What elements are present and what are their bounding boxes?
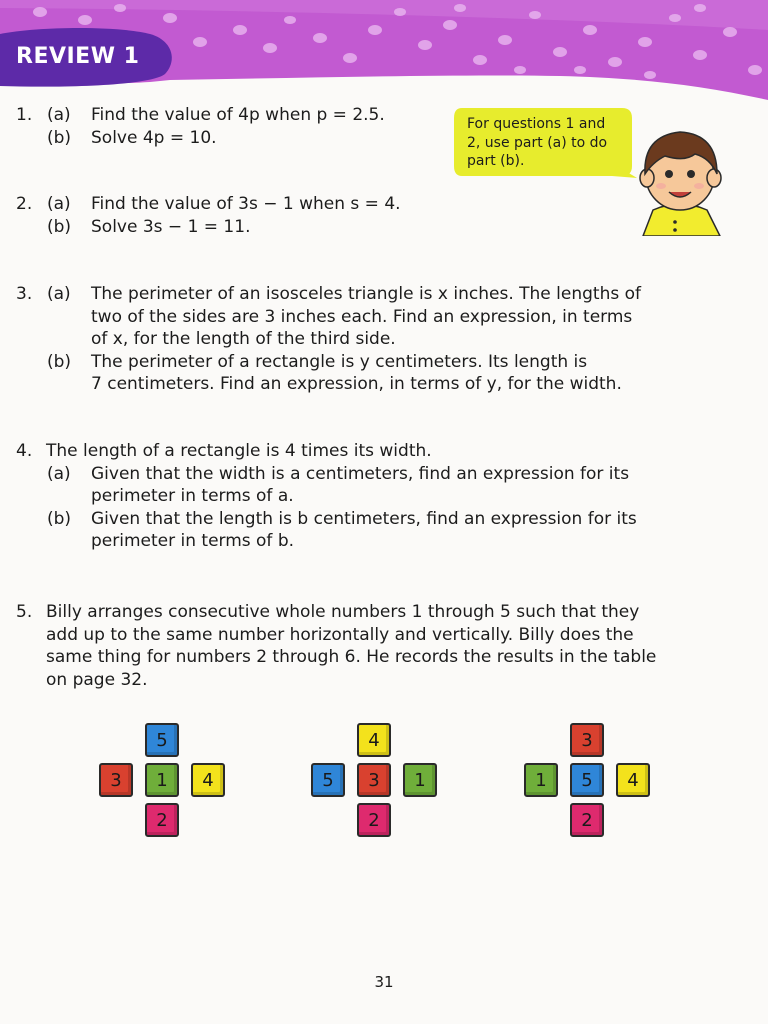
question-text: The perimeter of an isosceles triangle is x inches. The lengths of — [91, 284, 641, 304]
tile-right: 1 — [403, 763, 437, 797]
question-text: Find the value of 4p when p = 2.5. — [91, 105, 385, 125]
tile-right: 4 — [616, 763, 650, 797]
speech-bubble-text: For questions 1 and 2, use part (a) to do part (b). — [467, 116, 608, 169]
question-1 — [16, 104, 446, 149]
part-label: (a) — [47, 463, 71, 484]
question-number: 4. — [16, 441, 33, 461]
part-label: (a) — [47, 284, 71, 304]
tile-top: 4 — [357, 723, 391, 757]
question-text: Solve 3s − 1 = 11. — [91, 216, 251, 237]
question-text: Solve 4p = 10. — [91, 127, 217, 148]
part-label: (a) — [47, 105, 71, 125]
tile-center: 1 — [145, 763, 179, 797]
part-label: (b) — [47, 351, 72, 372]
part-label: (a) — [47, 194, 71, 214]
question-text: The length of a rectangle is 4 times its width. — [46, 441, 432, 461]
number-cross-1 — [97, 723, 257, 843]
number-cross-3 — [522, 723, 682, 843]
tile-center: 5 — [570, 763, 604, 797]
page-title: REVIEW 1 — [16, 44, 140, 69]
number-cross-2 — [311, 723, 471, 843]
question-5 — [16, 601, 736, 691]
part-label: (b) — [47, 508, 72, 529]
question-text: same thing for numbers 2 through 6. He records the results in the table — [46, 647, 657, 667]
question-text: Find the value of 3s − 1 when s = 4. — [91, 194, 401, 214]
question-number: 1. — [16, 105, 33, 125]
boy-illustration — [625, 118, 735, 236]
question-text: two of the sides are 3 inches each. Find an expression, in terms — [91, 306, 633, 327]
tile-top: 5 — [145, 723, 179, 757]
tile-right: 4 — [191, 763, 225, 797]
question-number: 5. — [16, 602, 33, 622]
question-2 — [16, 193, 446, 238]
tile-left: 1 — [524, 763, 558, 797]
tile-top: 3 — [570, 723, 604, 757]
question-3 — [16, 283, 716, 396]
tile-left: 3 — [99, 763, 133, 797]
question-number: 2. — [16, 194, 33, 214]
tile-bottom: 2 — [570, 803, 604, 837]
question-text: on page 32. — [46, 669, 148, 690]
question-text: perimeter in terms of a. — [91, 486, 294, 506]
part-label: (b) — [47, 216, 72, 237]
tile-center: 3 — [357, 763, 391, 797]
question-text: Billy arranges consecutive whole numbers 1 through 5 such that they — [46, 602, 640, 622]
question-text: perimeter in terms of b. — [91, 531, 295, 551]
tile-bottom: 2 — [357, 803, 391, 837]
question-text: 7 centimeters. Find an expression, in terms of y, for the width. — [91, 374, 622, 394]
tile-left: 5 — [311, 763, 345, 797]
question-text: Given that the length is b centimeters, find an expression for its — [91, 508, 637, 529]
question-4 — [16, 440, 716, 553]
question-text: add up to the same number horizontally and vertically. Billy does the — [46, 624, 634, 645]
page-number: 31 — [374, 973, 394, 991]
question-text: The perimeter of a rectangle is y centimeters. Its length is — [91, 351, 588, 372]
question-text: Given that the width is a centimeters, find an expression for its — [91, 463, 630, 484]
part-label: (b) — [47, 127, 72, 148]
tile-bottom: 2 — [145, 803, 179, 837]
question-text: of x, for the length of the third side. — [91, 329, 396, 349]
question-number: 3. — [16, 284, 33, 304]
